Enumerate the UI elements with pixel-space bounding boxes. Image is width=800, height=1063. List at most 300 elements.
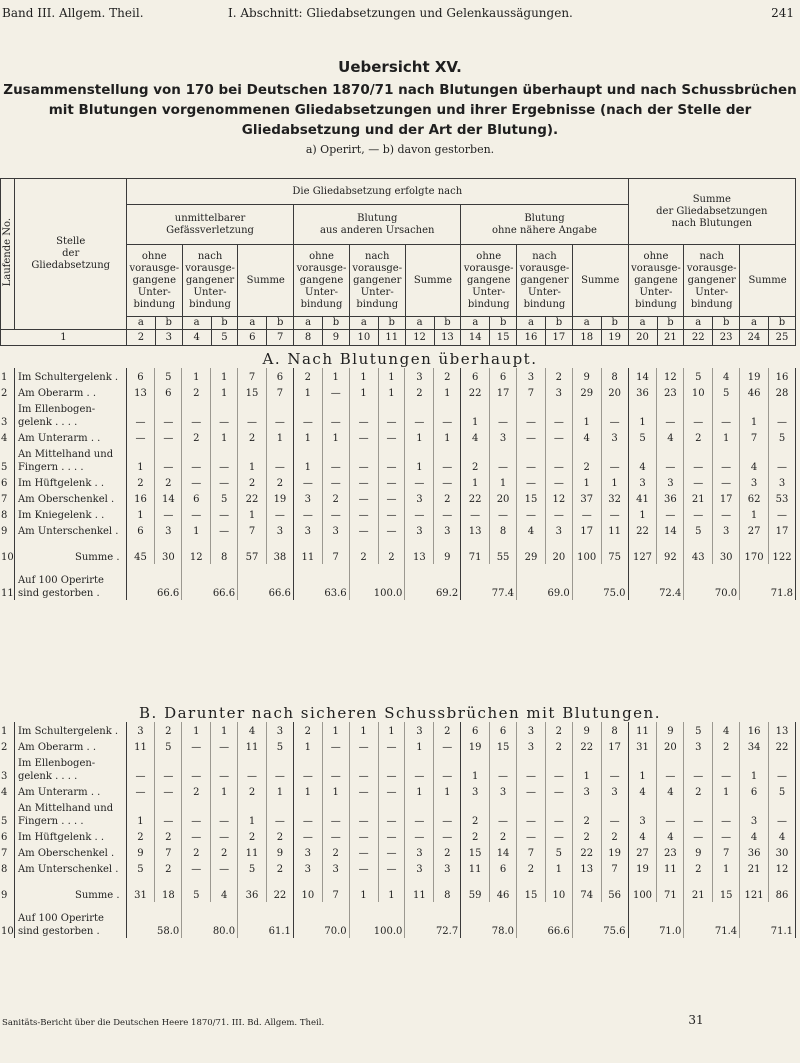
table-cell: — [713,799,740,828]
table-cell: — [293,754,322,783]
table-cell: 1 [378,722,405,738]
table-cell: 2 [684,429,713,445]
table-cell: 1 [434,384,461,400]
table-cell: — [434,738,461,754]
table-cell: — [545,429,572,445]
percent-cell: 72.7 [405,902,461,938]
table-cell: 3 [490,783,517,799]
header-ab-cell: b [434,317,461,330]
row-label [14,400,126,429]
table-cell: 15 [461,844,490,860]
table-cell: — [322,754,349,783]
header-ab-cell: b [657,317,684,330]
table-cell: 1 [405,738,434,754]
table-cell: — [182,799,211,828]
sum-row [0,886,796,902]
row-number: 6 [0,474,14,490]
table-cell: 3 [267,722,294,738]
row-number: 9 [0,522,14,538]
table-row [0,445,796,474]
table-cell: 6 [126,368,155,384]
table-cell: — [349,860,378,876]
sum-cell: 11 [293,548,322,564]
table-cell: 4 [628,828,657,844]
table-cell: — [349,799,378,828]
header-ab-cell: b [211,317,238,330]
table-cell: 13 [572,860,601,876]
table-cell: 16 [769,368,796,384]
percent-cell: 66.6 [516,902,572,938]
sum-cell: 38 [267,548,294,564]
percent-label [14,564,126,600]
table-cell: 62 [740,490,769,506]
table-cell: 1 [322,368,349,384]
table-cell: 3 [628,799,657,828]
sum-cell: 92 [657,548,684,564]
row-number: 4 [0,783,14,799]
header-sub-ohne: ohne vorausge- gangene Unter- bindung [294,245,350,317]
sum-cell: 100 [628,886,657,902]
column-number: 24 [740,330,769,346]
row-label-line: Fingern . . . . [17,462,84,473]
table-row [0,368,796,384]
table-row [0,799,796,828]
table-cell: — [405,506,434,522]
table-cell: 2 [322,490,349,506]
row-label-line: gelenk . . . . [17,417,78,428]
table-cell: 1 [211,783,238,799]
table-cell: 6 [461,722,490,738]
table-cell: — [405,799,434,828]
table-cell: — [657,799,684,828]
column-number: 15 [490,330,517,346]
table-cell: — [434,506,461,522]
percent-cell: 63.6 [293,564,349,600]
table-cell: — [182,400,211,429]
row-label-line: Im Kniegelenk . . [17,510,105,521]
table-cell: 23 [657,844,684,860]
row-number: 5 [0,799,14,828]
table-cell: 2 [461,799,490,828]
table-cell: 19 [740,368,769,384]
table-cell: 1 [267,783,294,799]
sum-cell: 15 [713,886,740,902]
column-number: 12 [405,330,434,346]
column-number: 4 [182,330,211,346]
table-cell: — [322,828,349,844]
row-number: 5 [0,445,14,474]
sum-cell: 9 [434,548,461,564]
sum-cell: 20 [545,548,572,564]
table-cell: 3 [405,368,434,384]
table-cell: — [155,445,182,474]
header-ab-cell: b [155,317,182,330]
column-number: 1 [1,330,127,346]
row-label [14,445,126,474]
table-cell: 6 [461,368,490,384]
table-cell: 2 [267,828,294,844]
table-cell: 2 [713,738,740,754]
table-cell: 15 [238,384,267,400]
row-label [14,722,126,738]
table-cell: — [293,400,322,429]
table-cell: 9 [126,844,155,860]
table-cell: 15 [516,490,545,506]
sum-cell: 31 [126,886,155,902]
table-cell: 22 [769,738,796,754]
header-ab-cell: a [517,317,546,330]
table-cell: — [182,738,211,754]
title-block [0,58,800,156]
table-cell: — [182,860,211,876]
table-cell: 4 [657,429,684,445]
table-cell: — [293,474,322,490]
table-cell: 4 [713,368,740,384]
table-cell: 13 [461,522,490,538]
table-cell: 3 [740,799,769,828]
table-cell: 1 [322,722,349,738]
table-row [0,490,796,506]
table-cell: 9 [684,844,713,860]
table-cell: — [378,490,405,506]
table-cell: 5 [126,860,155,876]
table-cell: 14 [628,368,657,384]
table-cell: — [545,799,572,828]
table-cell: 3 [545,522,572,538]
table-cell: 1 [740,400,769,429]
table-cell: 16 [740,722,769,738]
sum-cell: 121 [740,886,769,902]
table-cell: 4 [657,783,684,799]
table-cell: 2 [182,384,211,400]
header-sub-nach: nach vorausge- gangener Unter- bindung [684,245,740,317]
table-cell: 1 [490,474,517,490]
table-cell: 11 [601,522,628,538]
table-cell: 1 [293,445,322,474]
table-cell: 22 [461,384,490,400]
table-cell: 2 [238,474,267,490]
signature-mark: 31 [688,1013,704,1027]
table-cell: 1 [434,783,461,799]
table-cell: — [434,828,461,844]
table-cell: 2 [182,844,211,860]
row-number: 10 [0,902,14,938]
row-label-line: Auf 100 Operirte [17,575,104,586]
table-cell: 10 [684,384,713,400]
table-cell: 2 [182,783,211,799]
table-cell: 2 [572,799,601,828]
sum-cell: 46 [490,886,517,902]
header-sub-summe: Summe [238,245,294,317]
percent-cell: 77.4 [461,564,517,600]
table-cell: 29 [572,384,601,400]
table-cell: 30 [769,844,796,860]
percent-cell: 69.0 [516,564,572,600]
table-cell: 3 [405,490,434,506]
table-cell: — [378,429,405,445]
table-row [0,474,796,490]
table-cell: 4 [628,783,657,799]
table-cell: 8 [601,722,628,738]
table-cell: — [267,445,294,474]
table-cell: 1 [628,400,657,429]
table-cell: 5 [628,429,657,445]
table-cell: 2 [461,445,490,474]
row-label-line: Im Hüftgelenk . . [17,478,105,489]
table-cell: — [378,506,405,522]
section-b-title: B. Darunter nach sicheren Schussbrüchen mit Blutungen. [139,704,661,722]
percent-cell: 70.0 [293,902,349,938]
header-ab-cell: b [601,317,628,330]
table-cell: — [769,754,796,783]
sum-cell: 2 [378,548,405,564]
table-cell: 2 [155,474,182,490]
column-number: 20 [628,330,657,346]
table-cell: — [516,429,545,445]
table-cell: 7 [713,844,740,860]
table-cell: 2 [434,844,461,860]
table-cell: — [155,506,182,522]
table-cell: 36 [657,490,684,506]
running-head [0,6,800,26]
table-cell: — [349,828,378,844]
column-number: 6 [238,330,267,346]
table-cell: — [378,474,405,490]
row-label-line: Am Unterschenkel . [17,526,119,537]
sum-cell: 4 [211,886,238,902]
table-cell: — [713,400,740,429]
table-cell: 7 [267,384,294,400]
table-cell: 3 [657,474,684,490]
percent-cell: 75.6 [572,902,628,938]
table-row [0,828,796,844]
table-cell: 3 [155,522,182,538]
table-cell: — [211,828,238,844]
row-label-line: Am Unterschenkel . [17,864,119,875]
header-group-gefaessverletzung: unmittelbarer Gefässverletzung [126,205,293,245]
table-cell: — [182,828,211,844]
percent-cell: 66.6 [182,564,238,600]
table-cell: 3 [516,368,545,384]
header-ab-cell: a [238,317,267,330]
table-cell: 7 [740,429,769,445]
header-sub-nach: nach vorausge- gangener Unter- bindung [349,245,405,317]
sum-cell: 18 [155,886,182,902]
sum-cell: 74 [572,886,601,902]
header-laufende-no: Laufende No. [1,179,15,330]
column-number: 21 [657,330,684,346]
table-cell: — [516,474,545,490]
table-cell: 1 [405,429,434,445]
sum-cell: 43 [684,548,713,564]
table-cell: — [182,754,211,783]
table-cell: 17 [601,738,628,754]
table-cell: — [405,828,434,844]
table-cell: — [545,828,572,844]
table-cell: — [126,783,155,799]
percent-cell: 66.6 [238,564,294,600]
table-cell: 2 [293,722,322,738]
row-label-line: Am Unterarm . . [17,787,101,798]
table-cell: — [713,445,740,474]
table-cell: — [211,522,238,538]
sum-cell: 11 [405,886,434,902]
table-cell: 3 [405,860,434,876]
sum-cell: 75 [601,548,628,564]
table-cell: 1 [211,368,238,384]
table-cell: — [490,400,517,429]
table-cell: 1 [628,754,657,783]
percent-cell: 100.0 [349,902,405,938]
row-number: 11 [0,564,14,600]
footer-source: Sanitäts-Bericht über die Deutschen Heere 1870/71. III. Bd. Allgem. Theil. [2,1018,325,1028]
table-cell: 1 [405,445,434,474]
percent-cell: 80.0 [182,902,238,938]
sum-cell: 100 [572,548,601,564]
table-cell: 22 [572,844,601,860]
header-group-andere-ursachen: Blutung aus anderen Ursachen [294,205,461,245]
table-cell: — [769,445,796,474]
row-label [14,384,126,400]
table-cell: 4 [713,722,740,738]
table-cell: — [155,783,182,799]
table-cell: 11 [628,722,657,738]
table-cell: 2 [126,828,155,844]
table-cell: 1 [211,722,238,738]
table-cell: 17 [769,522,796,538]
row-label-line: Am Oberschenkel . [17,494,115,505]
table-cell: — [349,754,378,783]
row-label-line: An Mittelhand und [17,449,114,460]
table-cell: 1 [628,506,657,522]
table-cell: 2 [182,429,211,445]
table-cell: 9 [572,722,601,738]
table-cell: 31 [628,738,657,754]
table-cell: 6 [490,860,517,876]
table-cell: — [349,474,378,490]
table-cell: 4 [769,828,796,844]
table-cell: 5 [545,844,572,860]
table-cell: — [769,799,796,828]
table-cell: 1 [182,722,211,738]
table-cell: — [684,400,713,429]
spacer-row [0,538,796,548]
table-cell: 4 [628,445,657,474]
column-number: 9 [323,330,350,346]
column-number: 8 [294,330,323,346]
table-cell: — [322,384,349,400]
row-number: 9 [0,886,14,902]
header-ab-cell: a [294,317,323,330]
table-cell: 2 [434,368,461,384]
column-number: 3 [155,330,182,346]
row-number: 6 [0,828,14,844]
sum-cell: 29 [516,548,545,564]
table-cell: 5 [713,384,740,400]
table-cell: 1 [434,429,461,445]
table-cell: — [490,506,517,522]
table-cell: 6 [126,522,155,538]
table-cell: 19 [628,860,657,876]
table-cell: 3 [601,429,628,445]
column-number: 2 [126,330,155,346]
table-cell: — [211,738,238,754]
row-label [14,490,126,506]
table-row [0,783,796,799]
header-ab-cell: a [572,317,601,330]
table-cell: 2 [211,844,238,860]
table-cell: — [516,400,545,429]
table-cell: — [349,738,378,754]
table-cell: 1 [238,445,267,474]
table-cell: 9 [657,722,684,738]
table-cell: 2 [155,828,182,844]
row-number: 2 [0,384,14,400]
table-row [0,738,796,754]
table-cell: 17 [490,384,517,400]
percent-row [0,564,796,600]
sum-cell: 55 [490,548,517,564]
table-cell: 36 [740,844,769,860]
table-cell: 6 [155,384,182,400]
percent-cell: 78.0 [461,902,517,938]
table-cell: 28 [769,384,796,400]
table-cell: 2 [684,860,713,876]
table-cell: 11 [461,860,490,876]
percent-row [0,902,796,938]
table-cell: 14 [490,844,517,860]
table-cell: 11 [238,738,267,754]
section-b-table [0,722,796,938]
table-cell: — [126,400,155,429]
header-ab-cell: a [684,317,713,330]
header-ab-cell: b [323,317,350,330]
table-cell: — [293,799,322,828]
page-number: 241 [771,6,794,20]
table-cell: — [684,828,713,844]
table-cell: 1 [349,722,378,738]
table-cell: — [378,783,405,799]
table-cell: — [211,474,238,490]
table-cell: 19 [267,490,294,506]
sum-cell: 8 [211,548,238,564]
column-number: 16 [517,330,546,346]
table-cell: 3 [490,429,517,445]
sum-cell: 7 [322,548,349,564]
sum-cell: 13 [405,548,434,564]
table-row [0,860,796,876]
percent-cell: 71.0 [628,902,684,938]
table-cell: 3 [545,384,572,400]
table-cell: 5 [267,738,294,754]
table-cell: — [322,400,349,429]
table-cell: — [155,429,182,445]
running-head-chapter: I. Abschnitt: Gliedabsetzungen und Gelenkaussägungen. [228,6,573,20]
table-cell: — [601,445,628,474]
table-cell: — [378,828,405,844]
table-cell: — [349,490,378,506]
table-cell: — [378,738,405,754]
table-cell: — [601,506,628,522]
table-cell: 1 [349,368,378,384]
table-cell: — [126,754,155,783]
header-ab-cell: b [490,317,517,330]
section-a-table [0,368,796,600]
table-cell: — [684,506,713,522]
section-a-title: A. Nach Blutungen überhaupt. [262,350,538,368]
table-cell: 7 [601,860,628,876]
table-cell: 2 [267,860,294,876]
